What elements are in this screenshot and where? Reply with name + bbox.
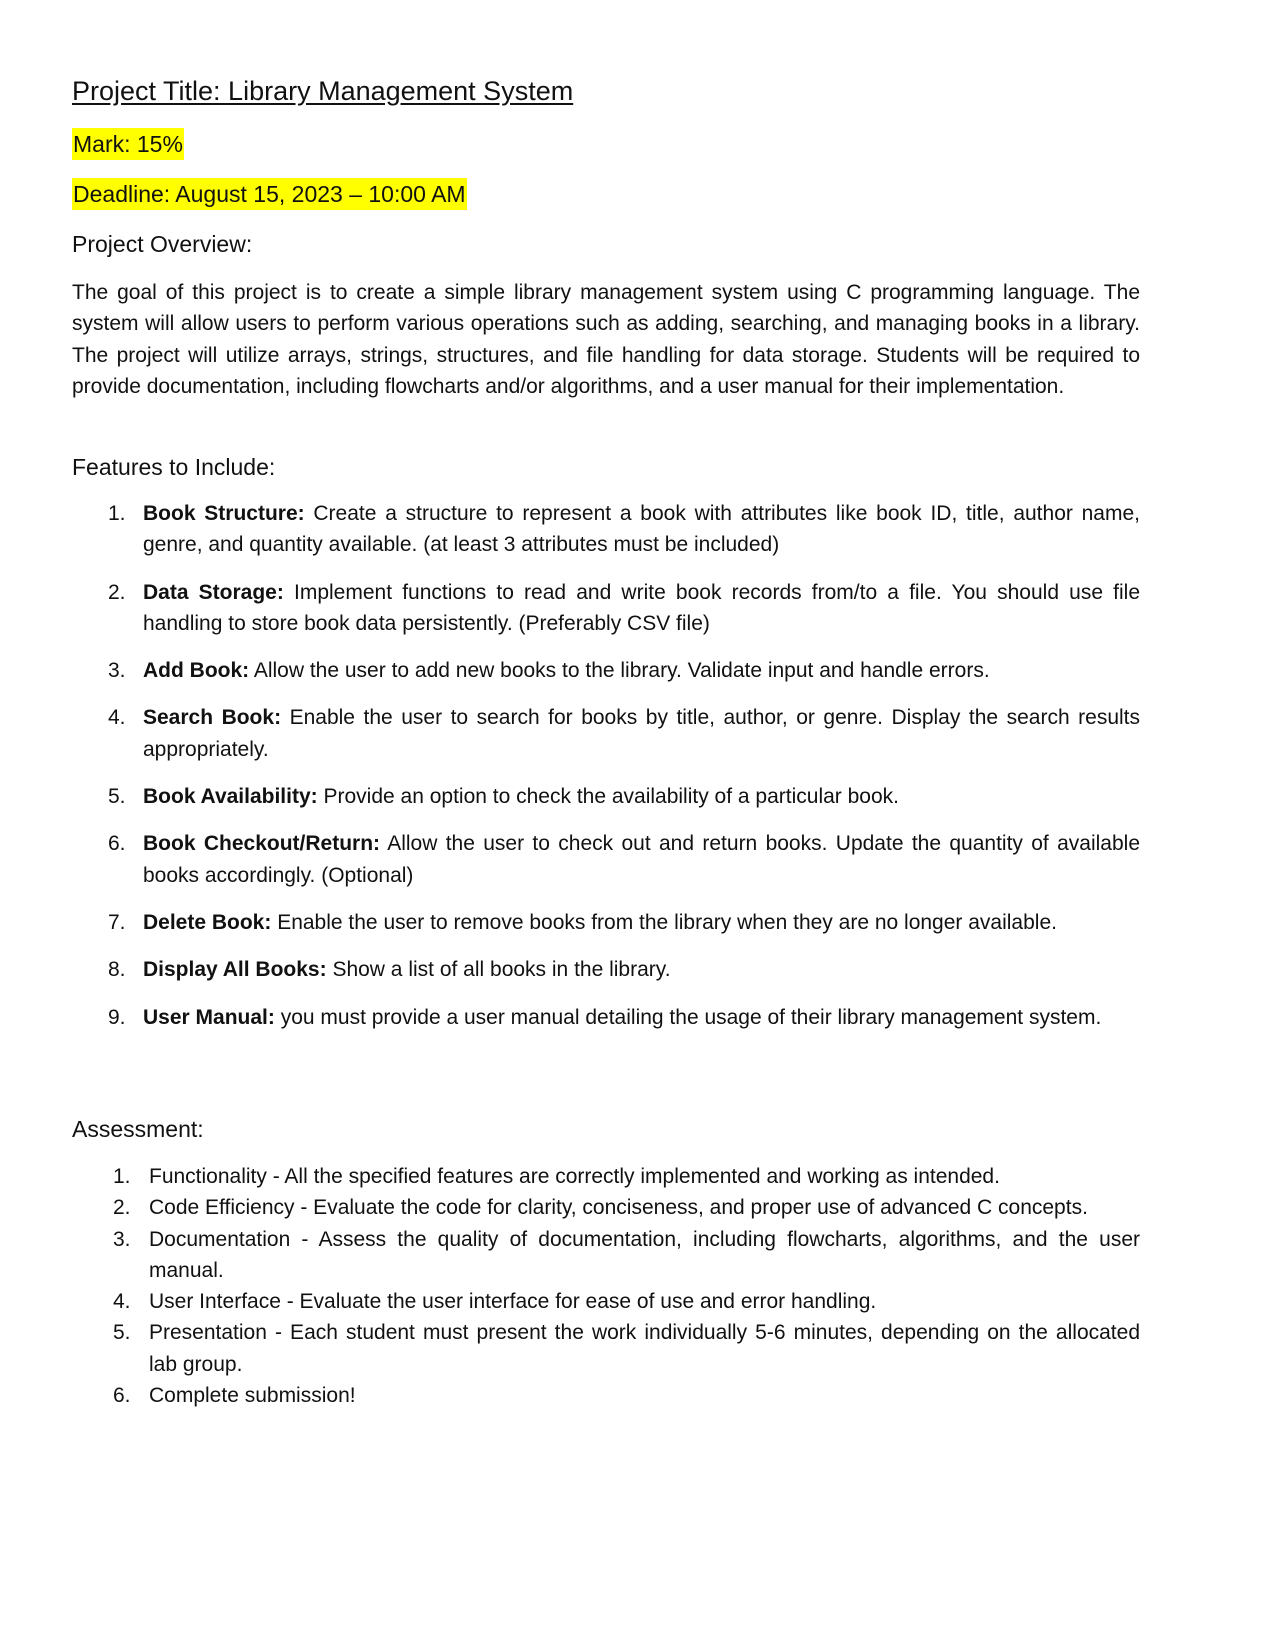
assessment-text: User Interface - Evaluate the user interface for ease of use and error handling. [149, 1290, 877, 1314]
feature-number: 6. [108, 832, 126, 856]
features-list [72, 498, 1140, 1049]
feature-label: Book Availability: [143, 785, 318, 809]
feature-label: Delete Book: [143, 910, 272, 934]
feature-item [72, 577, 1140, 640]
feature-text: Enable the user to search for books by title, author, or genre. Display the search results appropriately. [143, 706, 1140, 761]
assessment-item [72, 1286, 1140, 1317]
feature-item [72, 702, 1140, 765]
feature-number: 8. [108, 958, 126, 982]
feature-number: 1. [108, 502, 126, 525]
assessment-number: 6. [113, 1384, 131, 1408]
assessment-number: 1. [113, 1165, 131, 1188]
assessment-text: Documentation - Assess the quality of documentation, including flowcharts, algorithms, and the user manual. [149, 1227, 1140, 1282]
deadline-highlight: Deadline: August 15, 2023 – 10:00 AM [72, 178, 467, 210]
feature-item [72, 781, 1140, 812]
assessment-number: 3. [113, 1227, 131, 1251]
feature-item [72, 498, 1140, 561]
feature-item [72, 907, 1140, 938]
feature-text: Enable the user to remove books from the library when they are no longer available. [271, 910, 1057, 934]
feature-text: Implement functions to read and write book records from/to a file. You should use file handling to store book data persistently. (Preferably CSV file) [143, 580, 1141, 635]
features-heading: Features to Include: [72, 454, 276, 480]
assessment-number: 2. [113, 1196, 131, 1220]
assessment-item [72, 1192, 1140, 1223]
overview-heading: Project Overview: [72, 231, 253, 257]
feature-label: Data Storage: [143, 580, 284, 604]
assessment-item [72, 1224, 1140, 1287]
feature-label: User Manual: [143, 1005, 275, 1029]
overview-paragraph: The goal of this project is to create a simple library management system using C programming language. The system will allow users to perform various operations such as adding, searching, and managing books in a library. The project will utilize arrays, strings, structures, and file handling for data storage. Students will be required to provide documentation, including flowcharts and/or algorithms, and a user manual for their implementation. [72, 281, 1140, 398]
feature-text: Allow the user to check out and return books. Update the quantity of available books accordingly. (Optional) [143, 832, 1140, 887]
assessment-text: Presentation - Each student must present the work individually 5-6 minutes, depending on the allocated lab group. [149, 1321, 1140, 1376]
feature-item [72, 954, 1140, 985]
feature-number: 9. [108, 1005, 126, 1029]
assessment-item [72, 1380, 1140, 1411]
feature-label: Search Book: [143, 706, 282, 730]
feature-number: 2. [108, 580, 126, 604]
assessment-item [72, 1161, 1140, 1192]
assessment-heading: Assessment: [72, 1116, 204, 1142]
assessment-item [72, 1317, 1140, 1380]
project-title: Project Title: Library Management System [72, 76, 574, 106]
assessment-number: 5. [113, 1321, 131, 1345]
assessment-list [72, 1161, 1140, 1411]
feature-item [72, 1002, 1140, 1033]
feature-number: 7. [108, 910, 126, 934]
feature-number: 5. [108, 785, 126, 809]
feature-number: 3. [108, 659, 126, 683]
feature-text: Show a list of all books in the library. [326, 958, 671, 982]
feature-number: 4. [108, 706, 126, 730]
feature-label: Book Checkout/Return: [143, 832, 381, 856]
assessment-text: Complete submission! [149, 1384, 356, 1408]
feature-text: Allow the user to add new books to the library. Validate input and handle errors. [249, 659, 990, 683]
feature-text: Provide an option to check the availability of a particular book. [317, 785, 899, 809]
feature-text: Create a structure to represent a book with attributes like book ID, title, author name, genre, and quantity available. (at least 3 attributes must be included) [143, 502, 1140, 557]
feature-label: Display All Books: [143, 958, 327, 982]
feature-label: Book Structure: [143, 502, 305, 525]
assessment-text: Functionality - All the specified features are correctly implemented and working as intended. [149, 1165, 1000, 1188]
feature-item [72, 828, 1140, 891]
assessment-text: Code Efficiency - Evaluate the code for clarity, conciseness, and proper use of advanced C concepts. [149, 1196, 1088, 1220]
feature-text: you must provide a user manual detailing the usage of their library management system. [274, 1005, 1102, 1029]
feature-label: Add Book: [143, 659, 250, 683]
assessment-number: 4. [113, 1290, 131, 1314]
mark-highlight: Mark: 15% [72, 128, 184, 160]
feature-item [72, 655, 1140, 686]
